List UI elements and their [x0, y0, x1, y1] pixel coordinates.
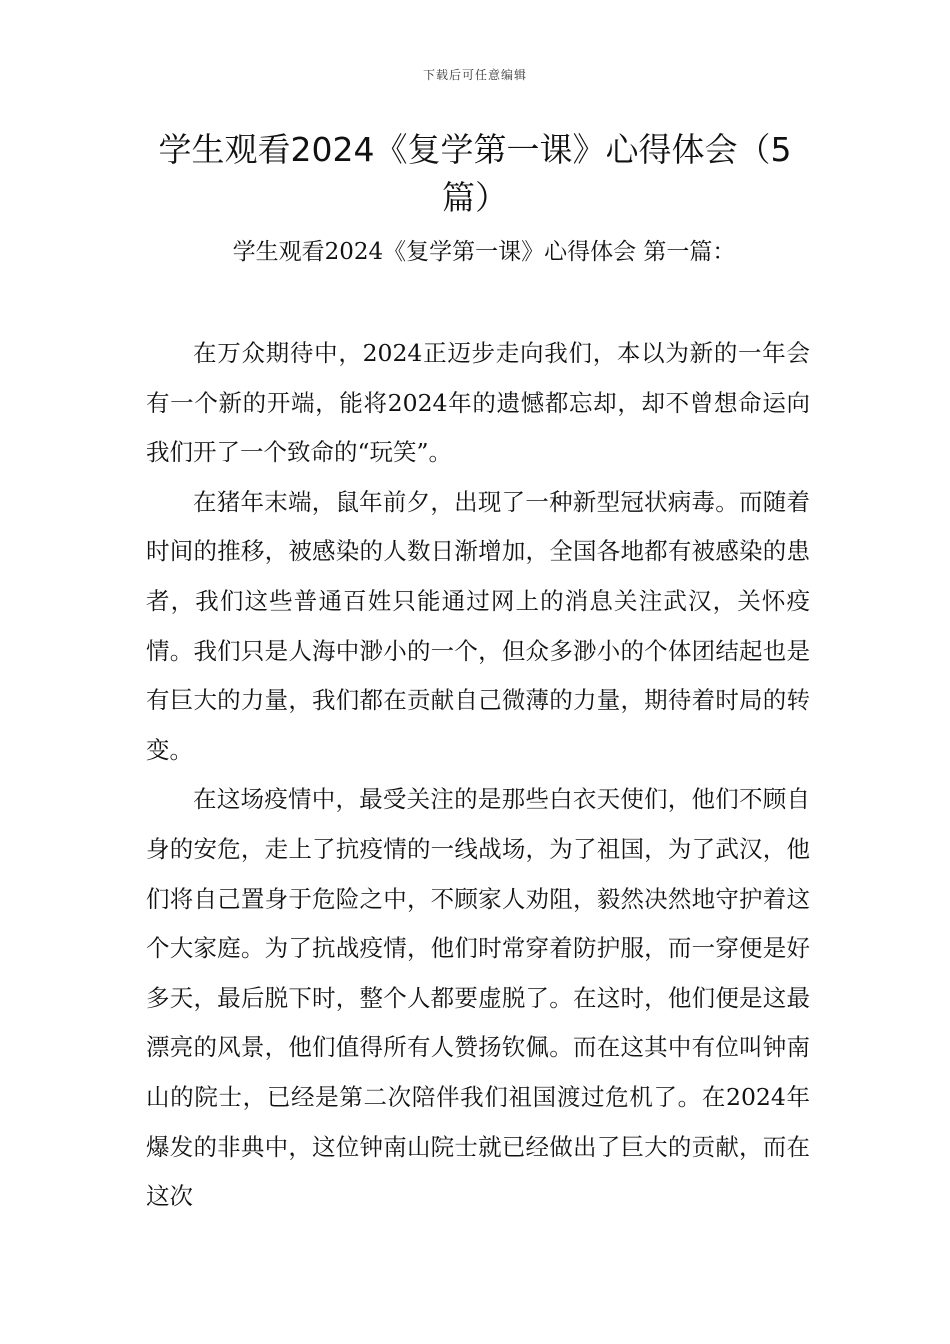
document-title: 学生观看2024《复学第一课》心得体会（5篇） — [158, 130, 792, 217]
paragraph: 在这场疫情中，最受关注的是那些白衣天使们，他们不顾自身的安危，走上了抗疫情的一线战场，为了祖国，为了武汉，他们将自己置身于危险之中，不顾家人劝阻，毅然决然地守护着这个大家庭。为了抗战疫情，他们时常穿着防护服，而一穿便是好多天，最后脱下时，整个人都要虚脱了。在这时，他们便是这最漂亮的风景，他们值得所有人赞扬钦佩。而在这其中有位叫钟南山的院士，已经是第二次陪伴我们祖国渡过危机了。在2024年爆发的非典中，这位钟南山院士就已经做出了巨大的贡献，而在这次 — [146, 785, 810, 1211]
paragraph: 在万众期待中，2024正迈步走向我们，本以为新的一年会有一个新的开端，能将2024年的遗憾都忘却，却不曾想命运向我们开了一个致命的“玩笑”。 — [146, 339, 810, 467]
body-text — [146, 329, 810, 1222]
paragraph: 在猪年末端，鼠年前夕，出现了一种新型冠状病毒。而随着时间的推移，被感染的人数日渐增加，全国各地都有被感染的患者，我们这些普通百姓只能通过网上的消息关注武汉，关怀疫情。我们只是人海中渺小的一个，但众多渺小的个体团结起也是有巨大的力量，我们都在贡献自己微薄的力量，期待着时局的转变。 — [146, 487, 810, 764]
header-note: 下载后可任意编辑 — [422, 68, 527, 82]
section-subtitle: 学生观看2024《复学第一课》心得体会 第一篇： — [232, 239, 736, 265]
